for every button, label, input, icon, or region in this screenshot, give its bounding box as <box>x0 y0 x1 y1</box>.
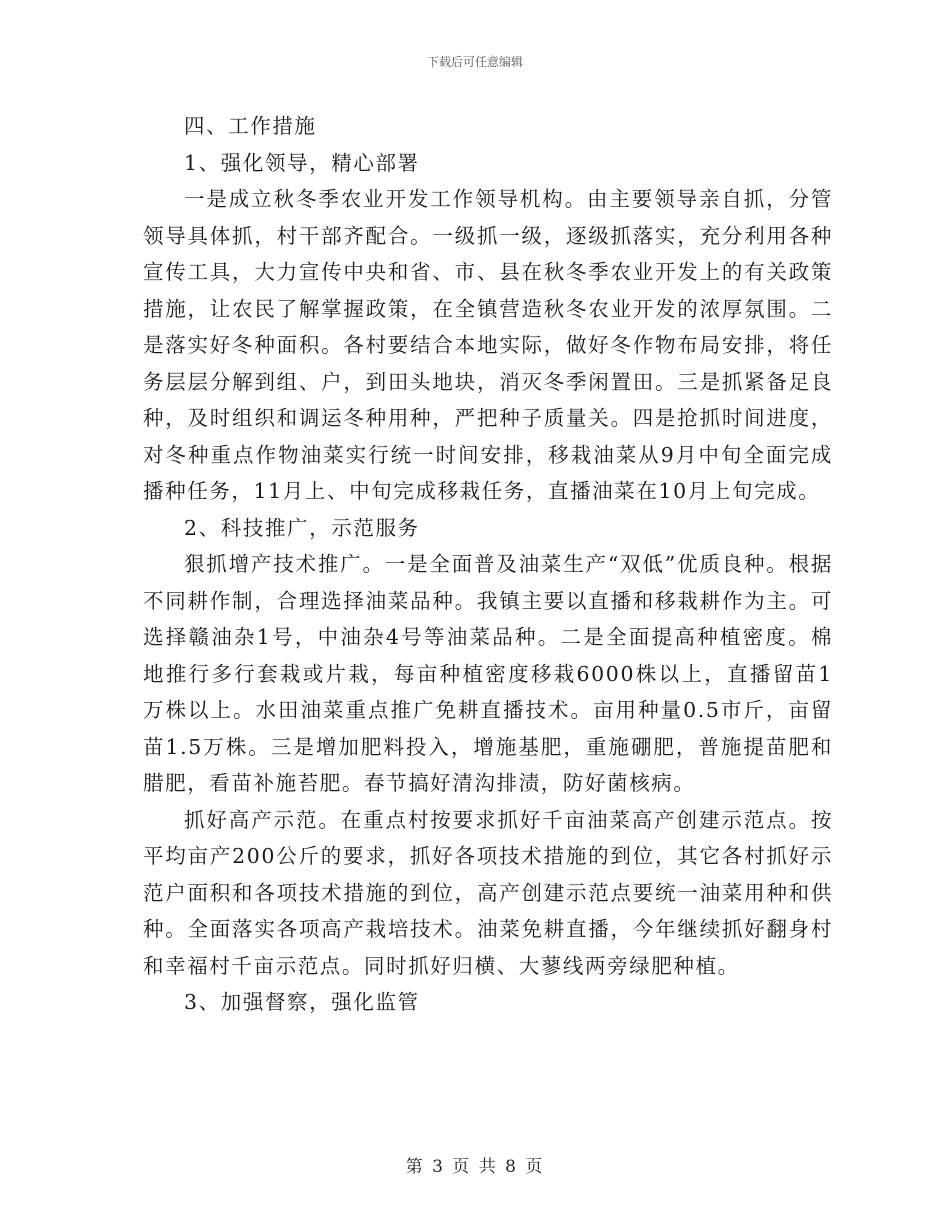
document-body <box>143 108 833 1021</box>
page-footer: 第 3 页 共 8 页 <box>405 1157 545 1177</box>
paragraph-1: 一是成立秋冬季农业开发工作领导机构。由主要领导亲自抓，分管领导具体抓，村干部齐配合。一级抓一级，逐级抓落实，充分利用各种宣传工具，大力宣传中央和省、市、县在秋冬季农业开发上的有关政策措施，让农民了解掌握政策，在全镇营造秋冬农业开发的浓厚氛围。二是落实好冬种面积。各村要结合本地实际，做好冬作物布局安排，将任务层层分解到组、户，到田头地块，消灭冬季闲置田。三是抓紧备足良种，及时组织和调运冬种用种，严把种子质量关。四是抢抓时间进度，对冬种重点作物油菜实行统一时间安排，移栽油菜从9月中旬全面完成播种任务，11月上、中旬完成移栽任务，直播油菜在10月上旬完成。 <box>143 187 833 503</box>
page-header: 下载后可任意编辑 <box>426 55 523 69</box>
section-title: 四、工作措施 <box>184 114 317 138</box>
subsection-title-2: 2、科技推广，示范服务 <box>184 515 420 540</box>
subsection-title-1: 1、强化领导，精心部署 <box>184 150 420 175</box>
paragraph-2: 狠抓增产技术推广。一是全面普及油菜生产“双低”优质良种。根据不同耕作制，合理选择油菜品种。我镇主要以直播和移栽耕作为主。可选择赣油杂1号，中油杂4号等油菜品种。二是全面提高种植密度。棉地推行多行套栽或片栽，每亩种植密度移栽6000株以上，直播留苗1万株以上。水田油菜重点推广免耕直播技术。亩用种量0.5市斤，亩留苗1.5万株。三是增加肥料投入，增施基肥，重施硼肥，普施提苗肥和腊肥，看苗补施苔肥。春节搞好清沟排渍，防好菌核病。 <box>143 552 833 795</box>
paragraph-3: 抓好高产示范。在重点村按要求抓好千亩油菜高产创建示范点。按平均亩产200公斤的要求，抓好各项技术措施的到位，其它各村抓好示范户面积和各项技术措施的到位，高产创建示范点要统一油菜用种和供种。全面落实各项高产栽培技术。油菜免耕直播，今年继续抓好翻身村和幸福村千亩示范点。同时抓好归横、大蓼线两旁绿肥种植。 <box>143 807 833 978</box>
subsection-title-3: 3、加强督察，强化监管 <box>184 990 420 1014</box>
